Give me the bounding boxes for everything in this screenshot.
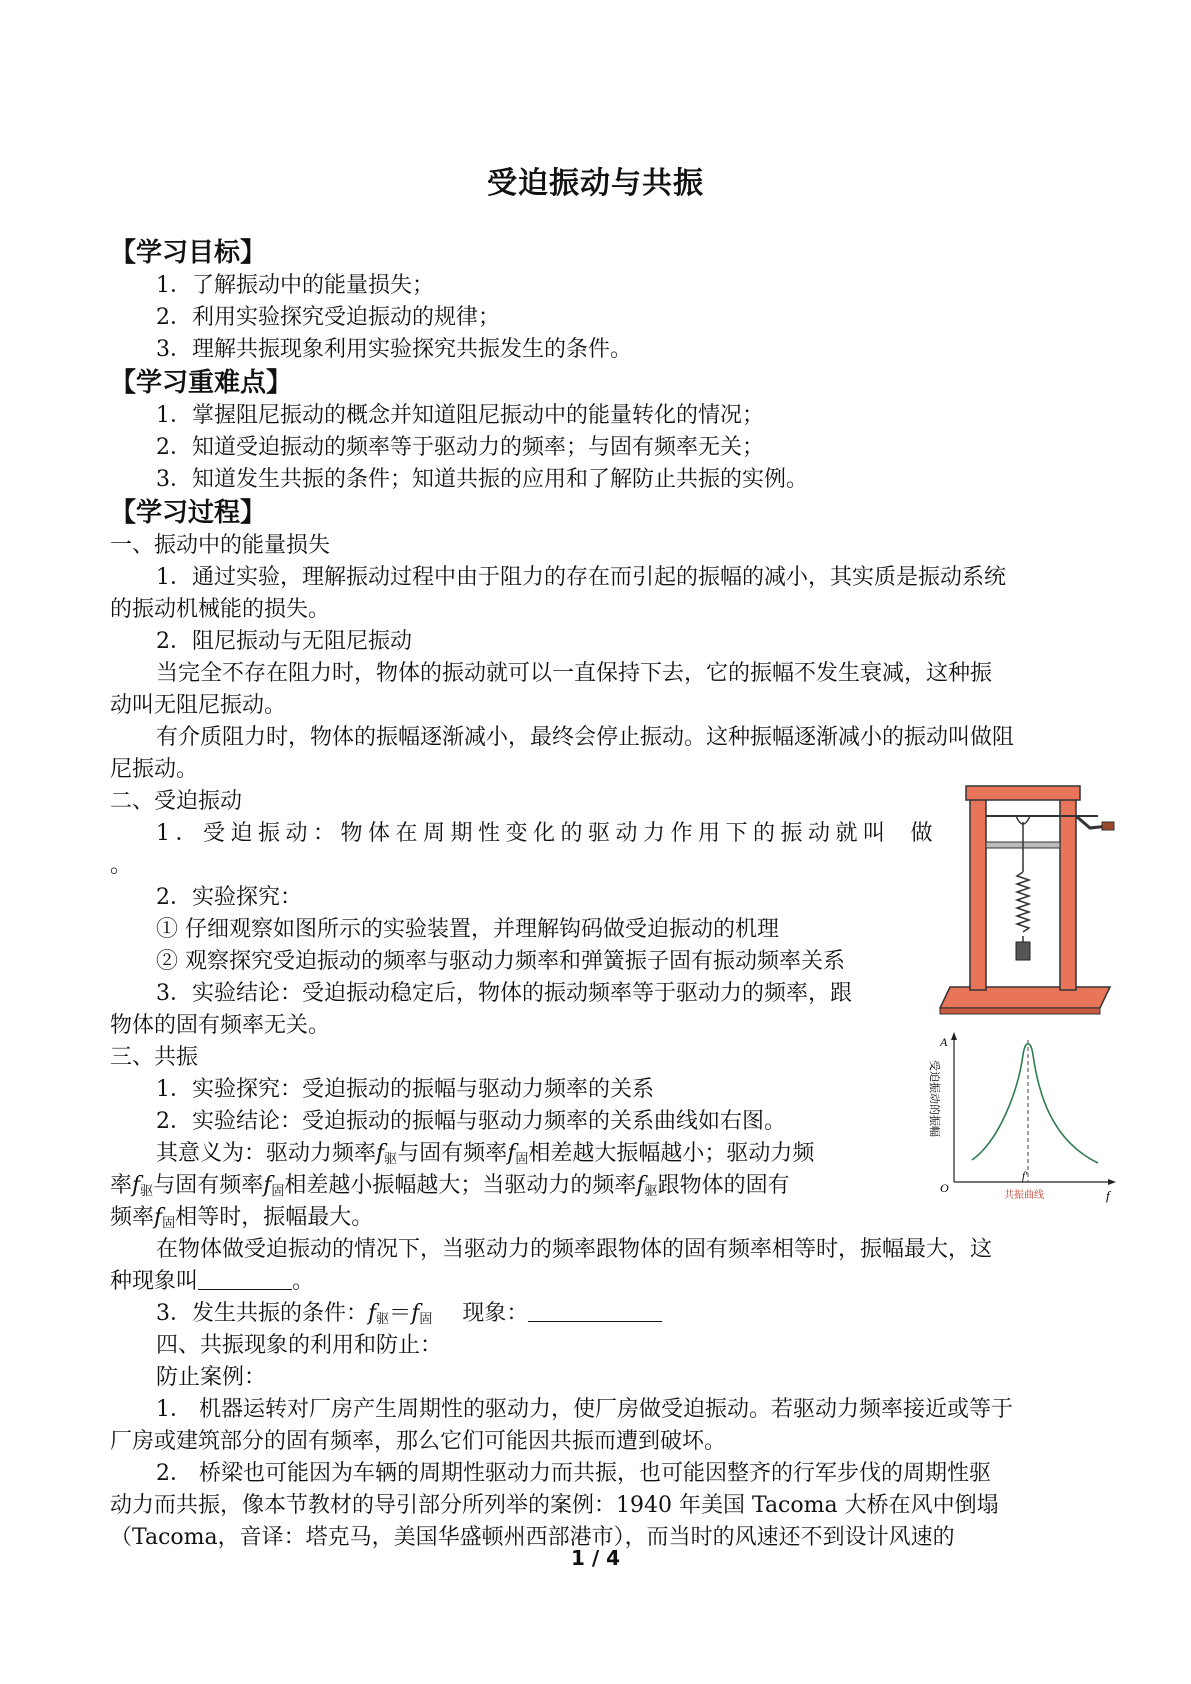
subscript: 驱 [140,1184,154,1199]
paragraph-line: 防止案例： [156,1365,267,1390]
paragraph-line: 厂房或建筑部分的固有频率，那么它们可能因共振而遭到破坏。 [110,1429,727,1454]
key-point-item: 1．掌握阻尼振动的概念并知道阻尼振动中的能量转化的情况； [156,403,764,428]
axis-x-label: f [1106,1188,1110,1203]
text-span: 相差越大振幅越小；驱动力频 [528,1141,815,1166]
symbol-f: f [154,1205,163,1230]
page-number: 1 / 4 [570,1546,621,1570]
paragraph-line: 2． 桥梁也可能因为车辆的周期性驱动力而共振，也可能因整齐的行军步伐的周期性驱 [156,1461,991,1486]
text-span: 。 [292,1269,315,1294]
y-axis-title: 受迫振动的振幅 [928,1060,941,1137]
paragraph-line [110,1266,1090,1298]
text-span: 相等时，振幅最大。 [175,1205,374,1230]
paragraph-line: 。 [110,853,133,878]
part1-heading: 一、振动中的能量损失 [110,533,331,558]
paragraph-line: 动叫无阻尼振动。 [110,693,287,718]
y-axis-arrow [951,1032,957,1040]
goal-item: 2．利用实验探究受迫振动的规律； [156,305,500,330]
paragraph-line: 物体的固有频率无关。 [110,1013,331,1038]
text-span: 频率 [110,1205,155,1230]
origin-label: O [940,1181,949,1195]
axis-y-label: A [940,1035,948,1049]
subscript: 固 [162,1216,176,1231]
symbol-f: f [132,1173,141,1198]
text-span: 现象： [462,1301,529,1326]
paragraph-line: 的振动机械能的损失。 [110,597,331,622]
goal-item: 1．了解振动中的能量损失； [156,273,434,298]
paragraph-line: 1．实验探究：受迫振动的振幅与驱动力频率的关系 [156,1077,654,1102]
symbol-f: f [368,1301,377,1326]
fill-blank [891,820,911,842]
part3-heading: 三、共振 [110,1045,199,1070]
text-span: 种现象叫 [110,1269,199,1294]
paragraph-line: ② 观察探究受迫振动的频率与驱动力频率和弹簧振子固有振动频率关系 [156,949,845,974]
text-span: 与固有频率 [397,1141,508,1166]
paragraph-line: 尼振动。 [110,757,199,782]
apparatus-illustration [940,782,1120,1022]
paragraph-line: 1． 机器运转对厂房产生周期性的驱动力，使厂房做受迫振动。若驱动力频率接近或等于 [156,1397,1013,1422]
symbol-f: f [507,1141,516,1166]
symbol-f: f [263,1173,272,1198]
paragraph-line: ① 仔细观察如图所示的实验装置，并理解钩码做受迫振动的机理 [156,917,779,942]
peak-label: f′ [1022,1170,1028,1182]
resonance-curve-chart [930,1030,1118,1208]
text-span: 跟物体的固有 [657,1173,790,1198]
text-span: 1．受迫振动：物体在周期性变化的驱动力作用下的振动就叫 [156,821,891,846]
text-span: 相差越小振幅越大；当驱动力的频率 [284,1173,637,1198]
subscript: 驱 [644,1184,658,1199]
symbol-f: f [376,1141,385,1166]
subscript: 驱 [384,1152,398,1167]
subscript: 固 [419,1312,433,1327]
resonance-curve [972,1044,1098,1163]
chart-caption: 共振曲线 [1004,1190,1044,1201]
paragraph-line: 当完全不存在阻力时，物体的振动就可以一直保持下去，它的振幅不发生衰减，这种振 [156,661,993,686]
fill-blank [528,1299,662,1322]
key-point-item: 2．知道受迫振动的频率等于驱动力的频率；与固有频率无关； [156,435,764,460]
page-title: 受迫振动与共振 [487,166,704,201]
symbol-f: f [411,1301,420,1326]
paragraph-line [110,1298,1090,1330]
paragraph-line: 四、共振现象的利用和防止： [156,1333,443,1358]
paragraph-line: 有介质阻力时，物体的振幅逐渐减小，最终会停止振动。这种振幅逐渐减小的振动叫做阻 [156,725,1015,750]
subscript: 固 [271,1184,285,1199]
subscript: 固 [515,1152,529,1167]
section-goals: 【学习目标】 [110,238,267,268]
paragraph-line: 2．阻尼振动与无阻尼振动 [156,629,412,654]
section-process: 【学习过程】 [110,498,267,528]
section-key-points: 【学习重难点】 [110,368,293,398]
paragraph-line: 1．通过实验，理解振动过程中由于阻力的存在而引起的振幅的减小，其实质是振动系统 [156,565,1006,590]
paragraph-line: 3．实验结论：受迫振动稳定后，物体的振动频率等于驱动力的频率，跟 [156,981,852,1006]
x-axis-arrow [1108,1179,1116,1185]
paragraph-line: 2．实验探究： [156,885,302,910]
paragraph-line: （Tacoma，音译：塔克马，美国华盛顿州西部港市），而当时的风速还不到设计风速的 [110,1525,955,1550]
subscript: 驱 [376,1312,390,1327]
part2-heading: 二、受迫振动 [110,789,243,814]
paragraph-line: 2．实验结论：受迫振动的振幅与驱动力频率的关系曲线如右图。 [156,1109,786,1134]
text-span: 其意义为：驱动力频率 [156,1141,377,1166]
text-span: 率 [110,1173,133,1198]
text-span: 与固有频率 [153,1173,264,1198]
fill-blank [198,1267,292,1290]
goal-item: 3．理解共振现象利用实验探究共振发生的条件。 [156,337,632,362]
paragraph-line: 动力而共振，像本节教材的导引部分所列举的案例：1940 年美国 Tacoma 大桥在风中倒塌 [110,1493,999,1518]
text-span: 3．发生共振的条件： [156,1301,368,1326]
key-point-item: 3．知道发生共振的条件；知道共振的应用和了解防止共振的实例。 [156,467,808,492]
text-span: 做 [910,821,939,846]
paragraph-line: 在物体做受迫振动的情况下，当驱动力的频率跟物体的固有频率相等时，振幅最大，这 [156,1237,993,1262]
text-span: ＝ [389,1301,412,1326]
symbol-f: f [636,1173,645,1198]
